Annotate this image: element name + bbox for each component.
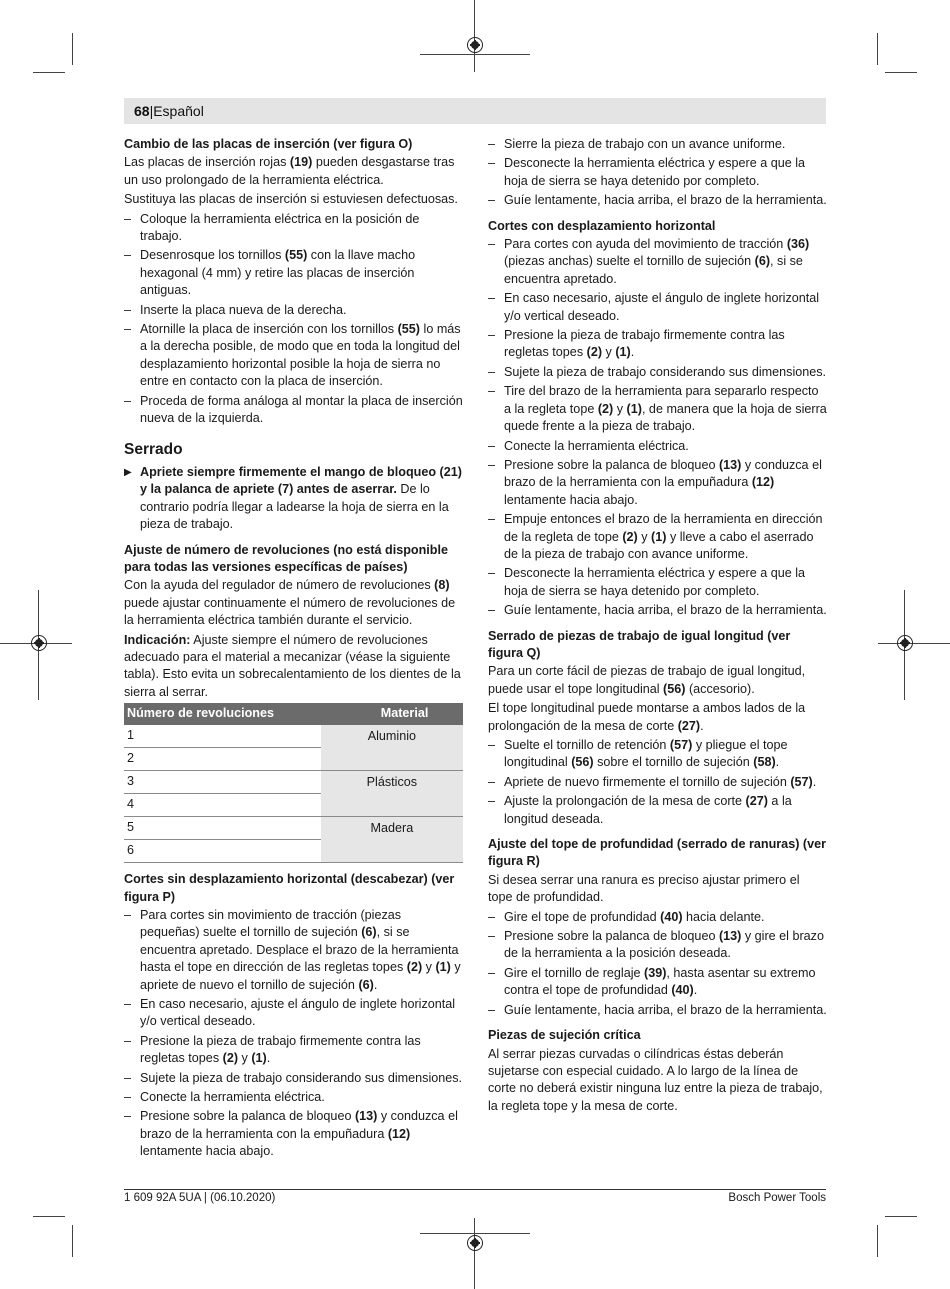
reference-number: (13) bbox=[354, 1109, 378, 1124]
reference-number: (39) bbox=[644, 965, 667, 980]
crop-mark bbox=[877, 33, 878, 65]
list-item bbox=[488, 136, 827, 153]
text-run: . bbox=[700, 718, 704, 733]
paragraph: Si desea serrar una ranura es preciso ajustar primero el tope de profundidad. bbox=[488, 872, 800, 905]
reference-number: (2) bbox=[597, 401, 614, 416]
reference-number: (36) bbox=[786, 237, 810, 252]
list-item bbox=[124, 996, 463, 1031]
paragraph bbox=[488, 700, 827, 735]
table-cell-speed: 3 bbox=[124, 771, 321, 794]
text-run: Conecte la herramienta eléctrica. bbox=[140, 1090, 325, 1105]
text-run: Para un corte fácil de piezas de trabajo de igual longitud, puede usar el tope longitudinal bbox=[488, 664, 806, 696]
text-run: Presione la pieza de trabajo firmemente contra las regletas topes bbox=[140, 1033, 421, 1066]
text-run: y lleve a cabo el aserrado de la pieza de trabajo con avance uniforme. bbox=[504, 529, 814, 561]
text-run: Guíe lentamente, hacia arriba, el brazo de la herramienta. bbox=[504, 603, 827, 618]
text-run: Ajuste siempre el número de revoluciones adecuado para el material a mecanizar (véase la siguiente tabla). Esto evita un sobrecalentamiento de los dientes de la sierra al serrar. bbox=[124, 632, 461, 699]
text-run: Guíe lentamente, hacia arriba, el brazo de la herramienta. bbox=[504, 193, 827, 208]
list-item bbox=[488, 909, 827, 926]
section-title: Cambio de las placas de inserción (ver figura O) bbox=[124, 137, 413, 151]
text-run: y conduzca el brazo de la herramienta con la empuñadura bbox=[140, 1109, 458, 1141]
text-run: El tope longitudinal puede montarse a ambos lados de la prolongación de la mesa de corte bbox=[488, 701, 806, 733]
crop-mark bbox=[877, 1225, 878, 1257]
paragraph bbox=[124, 577, 463, 629]
reference-number: (1) bbox=[615, 345, 631, 360]
footer-doc-id: 1 609 92A 5UA | (06.10.2020) bbox=[124, 1192, 276, 1204]
registration-mark-icon bbox=[31, 635, 47, 651]
reference-number: (6) bbox=[754, 254, 771, 269]
table-cell-material: Plásticos bbox=[321, 771, 463, 817]
text-run: Atornille la placa de inserción con los tornillos bbox=[140, 322, 398, 337]
text-run: sobre el tornillo de sujeción bbox=[593, 755, 754, 770]
speed-material-table bbox=[124, 703, 463, 863]
crop-mark bbox=[72, 33, 73, 65]
text-run: y gire el brazo de la herramienta a la posición deseada. bbox=[504, 929, 824, 961]
list-item bbox=[124, 1070, 463, 1087]
crop-mark bbox=[72, 1225, 73, 1257]
reference-number: (1) bbox=[626, 401, 642, 416]
list-item bbox=[124, 302, 463, 319]
text-run: Inserte la placa nueva de la derecha. bbox=[140, 302, 347, 317]
list-item bbox=[488, 383, 827, 435]
list-item bbox=[488, 155, 827, 190]
step-list bbox=[488, 909, 827, 1019]
header-language: Español bbox=[153, 103, 204, 119]
text-run: , si se encuentra apretado. bbox=[504, 254, 803, 286]
text-run: Sujete la pieza de trabajo considerando sus dimensiones. bbox=[504, 364, 827, 379]
text-run: y bbox=[238, 1051, 252, 1066]
reference-number: (56) bbox=[663, 681, 686, 696]
text-run: Conecte la herramienta eléctrica. bbox=[504, 438, 689, 453]
footer-brand: Bosch Power Tools bbox=[728, 1192, 826, 1204]
text-run: Gire el tope de profundidad bbox=[504, 909, 661, 924]
list-item bbox=[124, 1108, 463, 1160]
section-title: Piezas de sujeción crítica bbox=[488, 1028, 641, 1043]
paragraph bbox=[124, 154, 463, 189]
table-cell-material: Madera bbox=[321, 817, 463, 863]
reference-number: (19) bbox=[289, 155, 313, 170]
section-title: Ajuste del tope de profundidad (serrado de ranuras) (ver figura R) bbox=[488, 837, 826, 869]
page-header-bar bbox=[124, 98, 826, 124]
reference-number: Indicación: bbox=[124, 632, 191, 647]
crop-mark bbox=[33, 1216, 65, 1217]
text-run: y apriete de nuevo el tornillo de sujeción bbox=[140, 960, 461, 992]
paragraph-indicacion bbox=[124, 632, 463, 702]
section-heading-serrado: Serrado bbox=[124, 440, 183, 458]
text-run: lentamente hacia abajo. bbox=[504, 492, 638, 507]
table-header-speed: Número de revoluciones bbox=[124, 703, 321, 725]
text-run: con la llave macho hexagonal (4 mm) y retire las placas de inserción antiguas. bbox=[140, 248, 416, 298]
text-run: Presione sobre la palanca de bloqueo bbox=[504, 457, 719, 472]
step-list bbox=[488, 236, 827, 620]
text-run: Presione la pieza de trabajo firmemente contra las regletas topes bbox=[504, 328, 785, 360]
reference-number: (13) bbox=[718, 929, 742, 944]
paragraph bbox=[488, 663, 827, 698]
reference-number: (40) bbox=[671, 983, 694, 998]
section-title: Serrado de piezas de trabajo de igual longitud (ver figura Q) bbox=[488, 628, 791, 660]
list-item bbox=[124, 907, 463, 994]
list-item bbox=[488, 236, 827, 288]
left-column bbox=[124, 136, 463, 1163]
text-run: (piezas anchas) suelte el tornillo de sujeción bbox=[504, 254, 755, 269]
warning-note bbox=[124, 464, 463, 534]
text-run: Gire el tornillo de reglaje bbox=[504, 965, 645, 980]
list-item bbox=[488, 438, 827, 455]
reference-number: (55) bbox=[284, 248, 308, 263]
text-run: y bbox=[637, 529, 652, 544]
text-run: y bbox=[613, 401, 627, 416]
text-run: Desconecte la herramienta eléctrica y espere a que la hoja de sierra se haya detenido por completo. bbox=[504, 566, 806, 598]
text-run: . bbox=[630, 345, 635, 360]
text-run: Para cortes sin movimiento de tracción (piezas pequeñas) suelte el tornillo de sujeción bbox=[140, 908, 402, 940]
table-cell-speed: 1 bbox=[124, 725, 321, 748]
reference-number: (27) bbox=[677, 718, 701, 733]
list-item bbox=[488, 793, 827, 828]
reference-number: (8) bbox=[434, 578, 450, 593]
reference-number: (56) bbox=[571, 755, 594, 770]
text-run: Con la ayuda del regulador de número de revoluciones bbox=[124, 578, 435, 593]
text-run: Tire del brazo de la herramienta para separarlo respecto a la regleta tope bbox=[504, 384, 819, 416]
list-item bbox=[488, 965, 827, 1000]
reference-number: (27) bbox=[745, 794, 768, 809]
text-run: , hasta asentar su extremo contra el tope de profundidad bbox=[504, 965, 816, 998]
text-run: (accesorio). bbox=[685, 681, 755, 696]
text-run: Desenrosque los tornillos bbox=[140, 248, 285, 263]
text-run: Desconecte la herramienta eléctrica y espere a que la hoja de sierra se haya detenido por completo. bbox=[504, 156, 806, 188]
text-run: . bbox=[693, 983, 698, 998]
text-run: . bbox=[812, 774, 817, 789]
text-run: Para cortes con ayuda del movimiento de tracción bbox=[504, 237, 787, 252]
list-item bbox=[488, 511, 827, 563]
text-run: y conduzca el brazo de la herramienta con la empuñadura bbox=[504, 457, 822, 490]
text-run: Proceda de forma análoga al montar la placa de inserción nueva de la izquierda. bbox=[140, 393, 463, 426]
reference-number: (55) bbox=[397, 322, 421, 337]
table-header-material: Material bbox=[321, 703, 463, 725]
list-item bbox=[488, 192, 827, 209]
text-run: puede ajustar continuamente el número de revoluciones de la herramienta eléctrica también durante el servicio. bbox=[124, 595, 456, 628]
reference-number: (6) bbox=[358, 977, 374, 992]
step-list bbox=[488, 136, 827, 210]
text-run: Sierre la pieza de trabajo con un avance uniforme. bbox=[504, 137, 786, 151]
list-item bbox=[488, 290, 827, 325]
text-run: Sujete la pieza de trabajo considerando sus dimensiones. bbox=[140, 1070, 463, 1085]
reference-number: (12) bbox=[387, 1126, 411, 1141]
registration-mark-icon bbox=[467, 37, 483, 53]
list-item bbox=[488, 737, 827, 772]
text-run: . bbox=[373, 977, 378, 992]
text-run: Las placas de inserción rojas bbox=[124, 155, 290, 170]
crop-mark bbox=[33, 72, 65, 73]
text-run: lo más a la derecha posible, de modo que en toda la longitud del desplazamiento horizontal posible la hoja de sierra no entre en contacto con la placa de inserción. bbox=[140, 322, 461, 389]
reference-number: (2) bbox=[406, 960, 423, 975]
step-list bbox=[124, 211, 463, 428]
registration-mark-icon bbox=[897, 635, 913, 651]
crop-mark bbox=[885, 1216, 917, 1217]
step-list bbox=[488, 737, 827, 828]
table-cell-material: Aluminio bbox=[321, 725, 463, 771]
table-cell-speed: 5 bbox=[124, 817, 321, 840]
text-run: y bbox=[422, 960, 436, 975]
text-run: . bbox=[775, 755, 780, 770]
list-item bbox=[488, 457, 827, 509]
reference-number: (1) bbox=[651, 529, 667, 544]
page-number: 68 bbox=[134, 103, 150, 119]
list-item bbox=[488, 327, 827, 362]
list-item bbox=[488, 602, 827, 619]
crop-mark-top bbox=[474, 0, 475, 72]
reference-number: (40) bbox=[660, 909, 683, 924]
text-run: Suelte el tornillo de retención bbox=[504, 738, 670, 752]
text-run: En caso necesario, ajuste el ángulo de inglete horizontal y/o vertical deseado. bbox=[504, 291, 820, 323]
table-cell-speed: 2 bbox=[124, 748, 321, 771]
crop-mark-bottom bbox=[474, 1218, 475, 1289]
table-cell-speed: 6 bbox=[124, 840, 321, 863]
warning-bold: Apriete siempre firmemente el mango de bloqueo (21) y la palanca de apriete (7) antes de aserrar. bbox=[140, 464, 462, 497]
text-run: Apriete de nuevo firmemente el tornillo de sujeción bbox=[504, 774, 791, 789]
warning-text: De lo contrario podría llegar a ladearse la hoja de sierra en la pieza de trabajo. bbox=[140, 482, 449, 532]
list-item bbox=[488, 1002, 827, 1019]
right-column bbox=[488, 136, 827, 1117]
paragraph: Sustituya las placas de inserción si estuviesen defectuosas. bbox=[124, 192, 458, 207]
list-item bbox=[124, 1033, 463, 1068]
paragraph: Al serrar piezas curvadas o cilíndricas éstas deberán sujetarse con especial cuidado. A lo largo de la línea de corte no deberá existir ninguna luz entre la pieza de trabajo, la regleta tope y la mesa de corte. bbox=[488, 1046, 823, 1113]
text-run: Presione sobre la palanca de bloqueo bbox=[504, 929, 719, 944]
header-separator: | bbox=[149, 103, 154, 119]
list-item bbox=[124, 247, 463, 299]
step-list bbox=[124, 907, 463, 1161]
reference-number: (1) bbox=[435, 960, 451, 975]
text-run: Guíe lentamente, hacia arriba, el brazo de la herramienta. bbox=[504, 1002, 827, 1017]
list-item bbox=[488, 364, 827, 381]
text-run: Presione sobre la palanca de bloqueo bbox=[140, 1109, 355, 1124]
list-item bbox=[488, 565, 827, 600]
section-title: Ajuste de número de revoluciones (no está disponible para todas las versiones específicas de países) bbox=[124, 542, 449, 574]
section-title: Cortes sin desplazamiento horizontal (descabezar) (ver figura P) bbox=[124, 872, 455, 904]
reference-number: (1) bbox=[251, 1051, 267, 1066]
list-item bbox=[124, 1089, 463, 1106]
list-item bbox=[488, 774, 827, 791]
crop-mark-right bbox=[878, 643, 950, 644]
text-run: En caso necesario, ajuste el ángulo de inglete horizontal y/o vertical deseado. bbox=[140, 997, 456, 1029]
crop-mark bbox=[885, 72, 917, 73]
list-item bbox=[488, 928, 827, 963]
text-run: Empuje entonces el brazo de la herramienta en dirección de la regleta de tope bbox=[504, 512, 823, 544]
reference-number: (6) bbox=[361, 925, 377, 940]
section-title: Cortes con desplazamiento horizontal bbox=[488, 218, 716, 233]
list-item bbox=[124, 321, 463, 391]
text-run: , si se encuentra apretado. Desplace el brazo de la herramienta hasta el tope en dirección de las regletas topes bbox=[140, 925, 459, 975]
reference-number: (57) bbox=[790, 774, 813, 789]
text-run: pueden desgastarse tras un uso prolongado de la herramienta eléctrica. bbox=[124, 155, 455, 187]
text-run: , de manera que la hoja de sierra quede frente a la pieza de trabajo. bbox=[504, 401, 827, 434]
text-run: . bbox=[266, 1051, 271, 1066]
page-header bbox=[134, 103, 204, 119]
reference-number: (13) bbox=[718, 457, 742, 472]
text-run: Coloque la herramienta eléctrica en la posición de trabajo. bbox=[140, 211, 420, 244]
list-item bbox=[124, 211, 463, 246]
text-run: Ajuste la prolongación de la mesa de corte bbox=[504, 794, 746, 809]
crop-mark-top-h bbox=[420, 54, 530, 55]
text-run: lentamente hacia abajo. bbox=[140, 1144, 274, 1159]
text-run: y pliegue el tope longitudinal bbox=[504, 738, 788, 770]
reference-number: (2) bbox=[222, 1051, 239, 1066]
reference-number: (12) bbox=[751, 475, 775, 490]
text-run: hacia delante. bbox=[682, 909, 765, 924]
reference-number: (2) bbox=[586, 345, 603, 360]
text-run: a la longitud deseada. bbox=[504, 794, 792, 826]
list-item bbox=[124, 393, 463, 428]
reference-number: (57) bbox=[669, 738, 693, 752]
registration-mark-icon bbox=[467, 1235, 483, 1251]
footer-rule bbox=[124, 1189, 826, 1190]
reference-number: (58) bbox=[753, 755, 776, 770]
reference-number: (2) bbox=[622, 529, 638, 544]
crop-mark-bottom-h bbox=[420, 1233, 530, 1234]
table-cell-speed: 4 bbox=[124, 794, 321, 817]
text-run: y bbox=[602, 345, 616, 360]
